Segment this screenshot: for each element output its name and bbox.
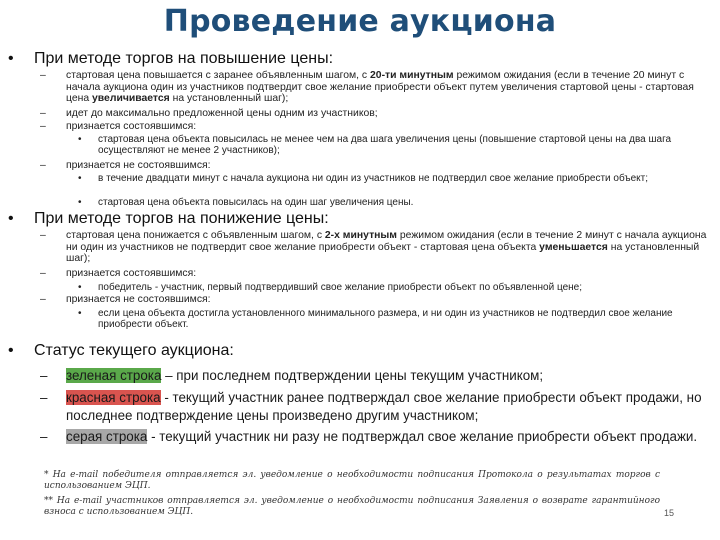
footnote-winner: * На e-mail победителя отправляется эл. уведомление о необходимости подписания Протокола о результатах торгов с использованием ЭЦП. bbox=[44, 470, 660, 491]
dash-icon: – bbox=[40, 390, 48, 405]
sub-list-item-text: стартовая цена объекта повысилась на один шаг увеличения цены. bbox=[98, 197, 414, 208]
status-item-gray bbox=[40, 428, 712, 446]
footnote-participants: ** На e-mail участников отправляется эл. уведомление о необходимости подписания Заявления о возврате гарантийного взноса с использованием ЭЦП. bbox=[44, 496, 660, 517]
page-number: 15 bbox=[664, 508, 675, 518]
status-item-text: - текущий участник ранее подтверждал свое желание приобрести объект продажи, но последнее подтверждение цены произведено другим участником; bbox=[66, 390, 702, 423]
list-item-text: признается состоявшимся: bbox=[66, 268, 197, 279]
gray-row-label: серая строка bbox=[66, 429, 148, 444]
dash-icon: – bbox=[40, 268, 46, 279]
red-row-label: красная строка bbox=[66, 390, 161, 405]
status-item-green bbox=[40, 367, 712, 385]
status-item-text: - текущий участник ни разу не подтверждал свое желание приобрести объект продажи. bbox=[147, 429, 698, 444]
list-item-text: стартовая цена повышается с заранее объявленным шагом, с 20-ти минутным режимом ожидания (если в течение 20 минут с начала аукциона один из участников подтвердит свое желание приобрести объект путем увеличения стартовой цены - стартовая цена увеличивается на установленный шаг); bbox=[66, 70, 694, 105]
sub-list-item bbox=[78, 308, 698, 331]
dash-icon: – bbox=[40, 70, 46, 81]
list-item bbox=[40, 230, 708, 265]
list-item bbox=[40, 160, 708, 172]
sub-list-item bbox=[78, 134, 698, 157]
dash-icon: – bbox=[40, 160, 46, 171]
list-item bbox=[40, 70, 708, 105]
dash-icon: – bbox=[40, 230, 46, 241]
dash-icon: – bbox=[40, 294, 46, 305]
list-item-text: стартовая цена понижается с объявленным шагом, с 2-х минутным режимом ожидания (если в течение 2 минут с начала аукциона ни один из участников не подтвердит свое желание приобрести объект - стартовая цена объекта уменьшается на установленный шаг); bbox=[66, 230, 707, 265]
list-item-text: идет до максимально предложенной цены одним из участников; bbox=[66, 108, 378, 119]
bullet-icon: • bbox=[8, 342, 14, 359]
green-row-label: зеленая строка bbox=[66, 368, 162, 383]
bullet-icon: • bbox=[78, 197, 82, 208]
status-item-text: – при последнем подтверждении цены текущим участником; bbox=[161, 368, 544, 383]
sub-list-item-text: в течение двадцати минут с начала аукциона ни один из участников не подтвердил свое желание приобрести объект; bbox=[98, 173, 649, 184]
sub-list-item bbox=[78, 282, 698, 293]
dash-icon: – bbox=[40, 121, 46, 132]
dash-icon: – bbox=[40, 429, 48, 444]
list-item bbox=[40, 121, 708, 133]
list-item bbox=[40, 108, 708, 120]
list-item-text: признается состоявшимся: bbox=[66, 121, 197, 132]
list-item bbox=[40, 294, 708, 306]
sub-list-item-text: победитель - участник, первый подтвердивший свое желание приобрести объект по объявленной цене; bbox=[98, 282, 583, 293]
sub-list-item-text: если цена объекта достигла установленного минимального размера, и ни один из участников не подтвердил свое желание приобрести объект. bbox=[98, 308, 673, 331]
bullet-icon: • bbox=[78, 134, 82, 145]
list-item-text: признается не состоявшимся: bbox=[66, 294, 211, 305]
dash-icon: – bbox=[40, 368, 48, 383]
bullet-icon: • bbox=[8, 210, 14, 227]
status-item-red bbox=[40, 389, 712, 425]
section-heading-text: При методе торгов на повышение цены: bbox=[34, 50, 334, 67]
bullet-icon: • bbox=[8, 50, 14, 67]
sub-list-item bbox=[78, 173, 698, 184]
list-item-text: признается не состоявшимся: bbox=[66, 160, 211, 171]
sub-list-item bbox=[78, 197, 698, 208]
bullet-icon: • bbox=[78, 282, 82, 293]
dash-icon: – bbox=[40, 108, 46, 119]
section-heading-text: При методе торгов на понижение цены: bbox=[34, 210, 329, 227]
bullet-icon: • bbox=[78, 173, 82, 184]
page-title: Проведение аукциона bbox=[163, 4, 557, 39]
bullet-icon: • bbox=[78, 308, 82, 319]
sub-list-item-text: стартовая цена объекта повысилась не менее чем на два шага увеличения цены (повышение стартовой цены на два шага осуществляют не менее 2 участников); bbox=[98, 134, 672, 157]
list-item bbox=[40, 268, 708, 280]
section-heading-text: Статус текущего аукциона: bbox=[34, 342, 234, 359]
